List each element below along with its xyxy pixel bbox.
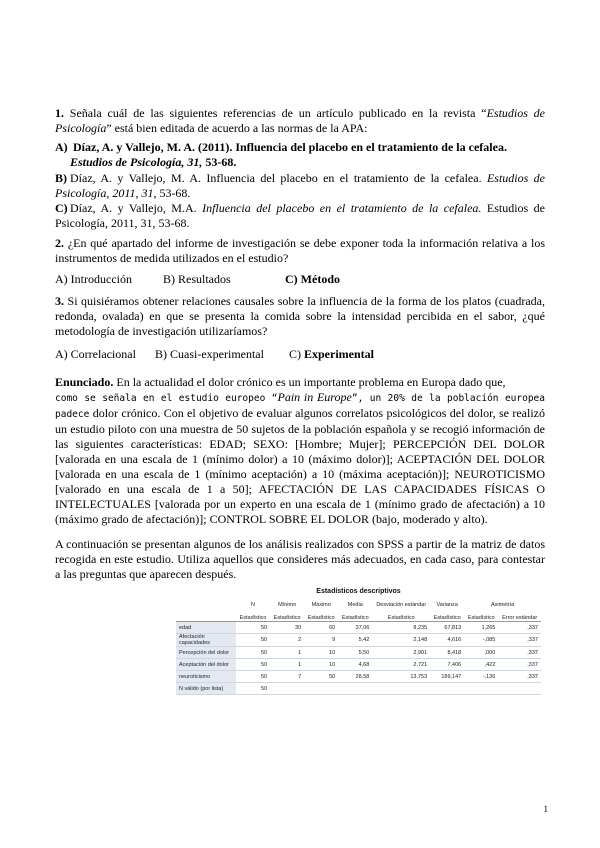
table-cell: -,136 xyxy=(464,671,498,683)
question-1-option-a: A) Díaz, A. y Vallejo, M. A. (2011). Influencia del placebo en el tratamiento de la cefalea. Estudios de Psicología, 31, 53-68. xyxy=(55,140,507,169)
table-row xyxy=(176,647,541,659)
subheader: Estadístico xyxy=(270,608,304,622)
enunciado-paragraph: Enunciado. En la actualidad el dolor crónico es un importante problema en Europa dado que, como se señala en el estudio europeo “Pain in Europe”, un 20% de la población europea padece dolor crónico. Con el objetivo de evaluar algunos correlatos psicológicos del dolor, se realizó un estudio piloto con una muestra de 50 sujetos de la población española y se recogió información de las siguientes características: EDAD; SEXO: [Hombre; Mujer]; PERCEPCIÓN DEL DOLOR [valorada en una escala de 1 (mínimo dolor) a 10 (máximo dolor)]; ACEPTACIÓN DEL DOLOR [valorada en una escala de 1 (mínimo aceptación) a 10 (máxima aceptación)]; NEUROTICISMO [valorado en una escala de 1 a 50]; AFECTACIÓN DE LAS CAPACIDADES FÍSICAS O INTELECTUALES [valorada por un experto en una escala de 1 (mínimo grado de afectación) a 10 (máximo grado de afectación)]; CONTROL SOBRE EL DOLOR (bajo, moderado y alto). xyxy=(55,375,545,526)
table-cell: 7 xyxy=(270,671,304,683)
row-header: neuroticismo xyxy=(176,671,236,683)
subheader: Estadístico xyxy=(430,608,464,622)
subheader: Estadístico xyxy=(236,608,270,622)
table-cell: ,337 xyxy=(498,671,541,683)
table-cell: 8,235 xyxy=(372,622,430,634)
table-cell: 4,68 xyxy=(338,659,372,671)
table-row xyxy=(176,659,541,671)
table-cell: 7,406 xyxy=(430,659,464,671)
option-c-label: C) xyxy=(285,272,301,286)
question-number: 1. xyxy=(55,106,64,120)
subheader: Estadístico xyxy=(304,608,338,622)
table-cell xyxy=(338,683,372,695)
analysis-intro: A continuación se presentan algunos de los análisis realizados con SPSS a partir de la matriz de datos recogida en este estudio. Utiliza aquellos que consideres más adecuados, en cada caso, para contestar a las preguntas que aparecen después. xyxy=(55,537,545,581)
table-cell: 67,813 xyxy=(430,622,464,634)
spss-descriptives-table xyxy=(176,588,541,695)
option-c-label: C) xyxy=(289,347,304,361)
col-header: Media xyxy=(347,602,363,608)
table-cell: 50 xyxy=(236,659,270,671)
question-1-option-c: C) Díaz, A. y Vallejo, M.A. Influencia del placebo en el tratamiento de la cefalea. Estudios de Psicología, 2011, 31, 53-68. xyxy=(55,201,545,230)
table-cell: ,337 xyxy=(498,634,541,647)
option-c: Experimental xyxy=(304,347,374,361)
table-cell xyxy=(270,683,304,695)
question-number: 3. xyxy=(55,294,64,308)
question-1-option-b: B) Díaz, A. y Vallejo, M. A. Influencia del placebo en el tratamiento de la cefalea. Estudios de Psicología, 2011, 31, 53-68. xyxy=(55,171,545,200)
option-c: Método xyxy=(300,272,340,286)
table-cell: 2 xyxy=(270,634,304,647)
table-cell: 50 xyxy=(236,683,270,695)
question-1: 1. Señala cuál de las siguientes referencias de un artículo publicado en la revista “Estudios de Psicología” está bien editada de acuerdo a las normas de la APA: xyxy=(55,106,545,135)
col-header: Máximo xyxy=(311,602,331,608)
row-header: Percepción del dolor xyxy=(176,647,236,659)
table-cell xyxy=(464,683,498,695)
col-header: Mínimo xyxy=(278,602,297,608)
table-cell: 60 xyxy=(304,622,338,634)
table-cell: 2,148 xyxy=(372,634,430,647)
table-cell: 13,753 xyxy=(372,671,430,683)
option-a: A) Correlacional xyxy=(55,347,136,361)
table-cell: 5,50 xyxy=(338,647,372,659)
table-cell: 10 xyxy=(304,647,338,659)
subheader: Estadístico xyxy=(464,608,498,622)
col-header: Varianza xyxy=(436,602,458,608)
table-cell: 189,147 xyxy=(430,671,464,683)
page-number: 1 xyxy=(543,804,548,814)
table-row xyxy=(176,683,541,695)
enunciado-label: Enunciado. xyxy=(55,375,114,389)
row-header: edad xyxy=(176,622,236,634)
row-header: Aceptación del dolor xyxy=(176,659,236,671)
table-cell: 4,616 xyxy=(430,634,464,647)
table-row xyxy=(176,634,541,647)
question-2-options xyxy=(55,272,545,287)
table-cell xyxy=(430,683,464,695)
table-cell: ,337 xyxy=(498,647,541,659)
table-cell: 10 xyxy=(304,659,338,671)
table-cell: ,422 xyxy=(464,659,498,671)
table-cell: 2,901 xyxy=(372,647,430,659)
table-cell xyxy=(372,683,430,695)
table-cell: 2,721 xyxy=(372,659,430,671)
table-cell: ,337 xyxy=(498,622,541,634)
subheader: Estadístico xyxy=(338,608,372,622)
col-header: Desviación estándar xyxy=(376,602,427,608)
table-title: Estadísticos descriptivos xyxy=(316,588,401,595)
question-3-options xyxy=(55,347,545,362)
table-cell: 1,265 xyxy=(464,622,498,634)
table-cell: 30 xyxy=(270,622,304,634)
table-cell: 1 xyxy=(270,647,304,659)
option-a: A) Introducción xyxy=(55,272,132,286)
row-header: Afectación capacidades xyxy=(176,634,236,647)
table-cell: 9 xyxy=(304,634,338,647)
table-cell: 50 xyxy=(304,671,338,683)
table-cell: 50 xyxy=(236,647,270,659)
question-2: 2. ¿En qué apartado del informe de investigación se debe exponer toda la información relativa a los instrumentos de medida utilizados en el estudio? xyxy=(55,236,545,265)
subheader: Error estándar xyxy=(498,608,541,622)
table-cell: 28,58 xyxy=(338,671,372,683)
question-number: 2. xyxy=(55,236,64,250)
table-cell xyxy=(304,683,338,695)
col-header: Asimetría xyxy=(491,602,515,608)
table-cell: 1 xyxy=(270,659,304,671)
option-b: B) Resultados xyxy=(163,272,231,286)
table-cell: ,337 xyxy=(498,659,541,671)
col-header: N xyxy=(251,602,256,608)
table-row xyxy=(176,671,541,683)
table-cell: 50 xyxy=(236,622,270,634)
table-row xyxy=(176,622,541,634)
question-3: 3. Si quisiéramos obtener relaciones causales sobre la influencia de la forma de los platos (cuadrada, redonda, ovalada) en que se presenta la comida sobre la intensidad percibida en el sabor, ¿qué metodología de investigación utilizaríamos? xyxy=(55,294,545,338)
subheader: Estadístico xyxy=(372,608,430,622)
table-cell: 37,06 xyxy=(338,622,372,634)
table-cell: -,085 xyxy=(464,634,498,647)
table-cell: 50 xyxy=(236,634,270,647)
option-b: B) Cuasi-experimental xyxy=(155,347,264,361)
table-cell: 8,418 xyxy=(430,647,464,659)
table-cell xyxy=(498,683,541,695)
table-cell: 50 xyxy=(236,671,270,683)
table-cell: 5,42 xyxy=(338,634,372,647)
row-header: N válido (por lista) xyxy=(176,683,236,695)
table-cell: ,000 xyxy=(464,647,498,659)
